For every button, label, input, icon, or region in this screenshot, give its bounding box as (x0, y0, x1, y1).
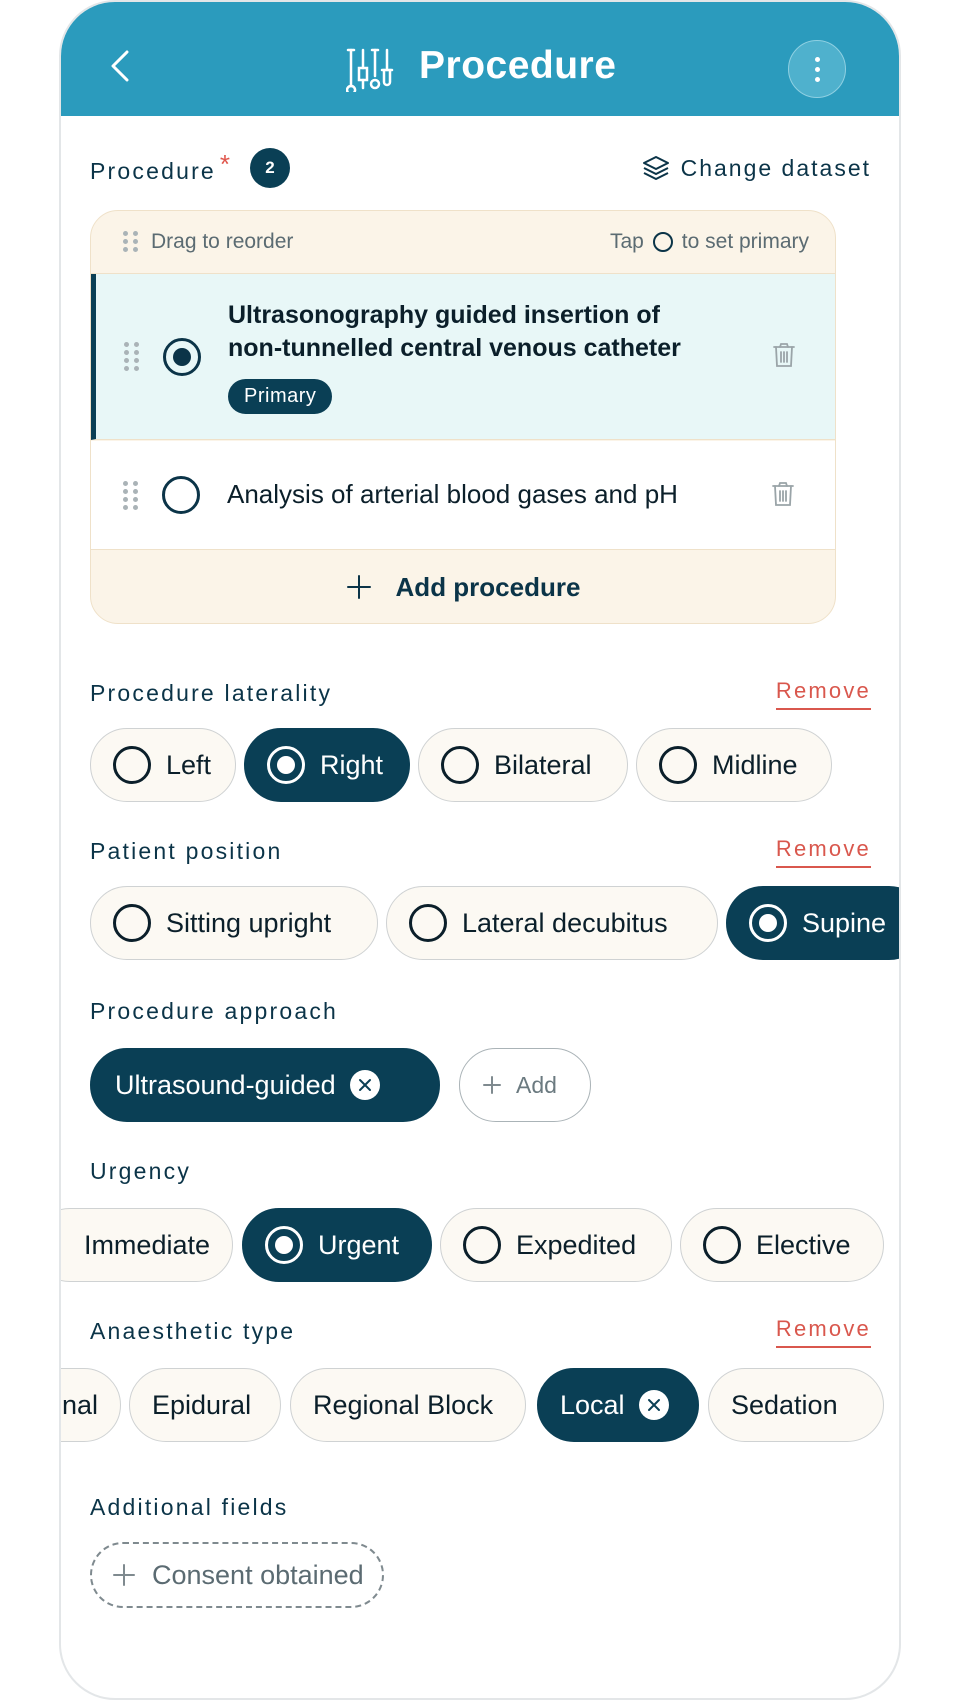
plus-icon (112, 1563, 136, 1587)
laterality-option-midline[interactable] (636, 728, 832, 802)
option-label: Left (166, 749, 212, 780)
drag-handle-icon (123, 231, 139, 252)
procedure-label (90, 149, 233, 186)
tap-hint-suffix: to set primary (681, 230, 809, 253)
close-icon[interactable] (350, 1070, 380, 1100)
radio-selected-icon (267, 746, 305, 784)
primary-radio[interactable] (163, 338, 201, 376)
option-label: Right (320, 749, 384, 780)
add-consent-obtained-button[interactable] (90, 1542, 384, 1608)
option-label: Regional Block (313, 1389, 494, 1420)
tap-hint-prefix: Tap (609, 230, 644, 253)
primary-badge: Primary (228, 379, 332, 414)
approach-tag-ultrasound-guided[interactable] (90, 1048, 440, 1122)
radio-icon (409, 904, 447, 942)
option-label: Sitting upright (166, 907, 332, 938)
surgical-tools-icon (346, 46, 396, 92)
procedure-list-card (90, 210, 836, 624)
option-label: Local (560, 1389, 625, 1420)
add-approach-button[interactable] (459, 1048, 591, 1122)
layers-icon (641, 154, 671, 182)
radio-icon (441, 746, 479, 784)
option-label: Midline (712, 749, 798, 780)
procedure-label-text: Procedure (90, 158, 216, 184)
radio-icon (659, 746, 697, 784)
consent-label: Consent obtained (152, 1559, 364, 1590)
option-label: Bilateral (494, 749, 592, 780)
procedure-item[interactable] (91, 441, 835, 550)
procedure-count-badge: 2 (250, 148, 290, 188)
radio-selected-icon (265, 1226, 303, 1264)
tap-hint (610, 230, 809, 254)
procedure-name-line1: Ultrasonography guided insertion of (228, 301, 660, 329)
procedure-name-line2: non-tunnelled central venous catheter (228, 334, 681, 362)
tag-label: Ultrasound-guided (115, 1069, 336, 1100)
anaesthetic-option-partial[interactable] (59, 1368, 121, 1442)
change-dataset-button[interactable] (641, 154, 871, 182)
radio-icon (113, 904, 151, 942)
laterality-label: Procedure laterality (90, 680, 333, 706)
plus-icon (346, 574, 372, 600)
urgency-option-immediate[interactable] (59, 1208, 233, 1282)
position-option-sitting-upright[interactable] (90, 886, 378, 960)
additional-fields-label: Additional fields (90, 1494, 289, 1520)
option-label: nal (61, 1389, 98, 1420)
option-label: Urgent (318, 1229, 400, 1260)
urgency-option-elective[interactable] (680, 1208, 884, 1282)
page-title: Procedure (419, 44, 617, 87)
anaesthetic-option-regional-block[interactable] (290, 1368, 526, 1442)
patient-position-label: Patient position (90, 838, 283, 864)
close-icon[interactable] (639, 1390, 669, 1420)
add-procedure-label: Add procedure (395, 571, 581, 602)
urgency-label: Urgency (90, 1158, 192, 1184)
urgency-option-urgent[interactable] (242, 1208, 432, 1282)
more-menu-button[interactable] (788, 40, 846, 98)
radio-outline-icon (653, 232, 673, 252)
change-dataset-label: Change dataset (680, 154, 871, 181)
more-vertical-icon (815, 54, 820, 84)
position-remove-link[interactable]: Remove (776, 836, 871, 868)
laterality-option-left[interactable] (90, 728, 236, 802)
procedure-name: Analysis of arterial blood gases and pH (227, 479, 678, 509)
anaesthetic-remove-link[interactable]: Remove (776, 1316, 871, 1348)
option-label: Sedation (731, 1389, 838, 1420)
set-primary-radio[interactable] (162, 476, 200, 514)
drag-handle-icon[interactable] (124, 342, 140, 371)
required-mark: * (219, 149, 233, 179)
add-approach-label: Add (516, 1071, 557, 1098)
position-option-supine[interactable] (726, 886, 901, 960)
option-label: Immediate (83, 1229, 210, 1260)
radio-icon (463, 1226, 501, 1264)
procedure-approach-label: Procedure approach (90, 998, 339, 1024)
laterality-option-bilateral[interactable] (418, 728, 628, 802)
anaesthetic-option-local[interactable] (537, 1368, 699, 1442)
position-option-lateral-decubitus[interactable] (386, 886, 718, 960)
app-header (61, 2, 899, 116)
option-label: Elective (756, 1229, 851, 1260)
laterality-option-right[interactable] (244, 728, 410, 802)
trash-icon[interactable] (771, 481, 795, 507)
drag-handle-icon[interactable] (123, 481, 139, 510)
option-label: Expedited (516, 1229, 637, 1260)
radio-icon (113, 746, 151, 784)
procedure-item-primary[interactable] (91, 274, 835, 440)
anaesthetic-option-epidural[interactable] (129, 1368, 281, 1442)
drag-hint-bar (91, 211, 835, 274)
option-label: Supine (802, 907, 887, 938)
phone-frame (59, 0, 901, 1700)
trash-icon[interactable] (772, 342, 796, 368)
radio-selected-icon (749, 904, 787, 942)
urgency-option-expedited[interactable] (440, 1208, 672, 1282)
plus-icon (482, 1075, 502, 1095)
option-label: Epidural (152, 1389, 252, 1420)
anaesthetic-type-label: Anaesthetic type (90, 1318, 296, 1344)
laterality-remove-link[interactable]: Remove (776, 678, 871, 710)
anaesthetic-option-sedation[interactable] (708, 1368, 884, 1442)
option-label: Lateral decubitus (462, 907, 668, 938)
radio-icon (703, 1226, 741, 1264)
add-procedure-button[interactable] (91, 549, 835, 624)
drag-hint-text: Drag to reorder (151, 230, 294, 253)
chevron-left-icon[interactable] (101, 46, 141, 86)
